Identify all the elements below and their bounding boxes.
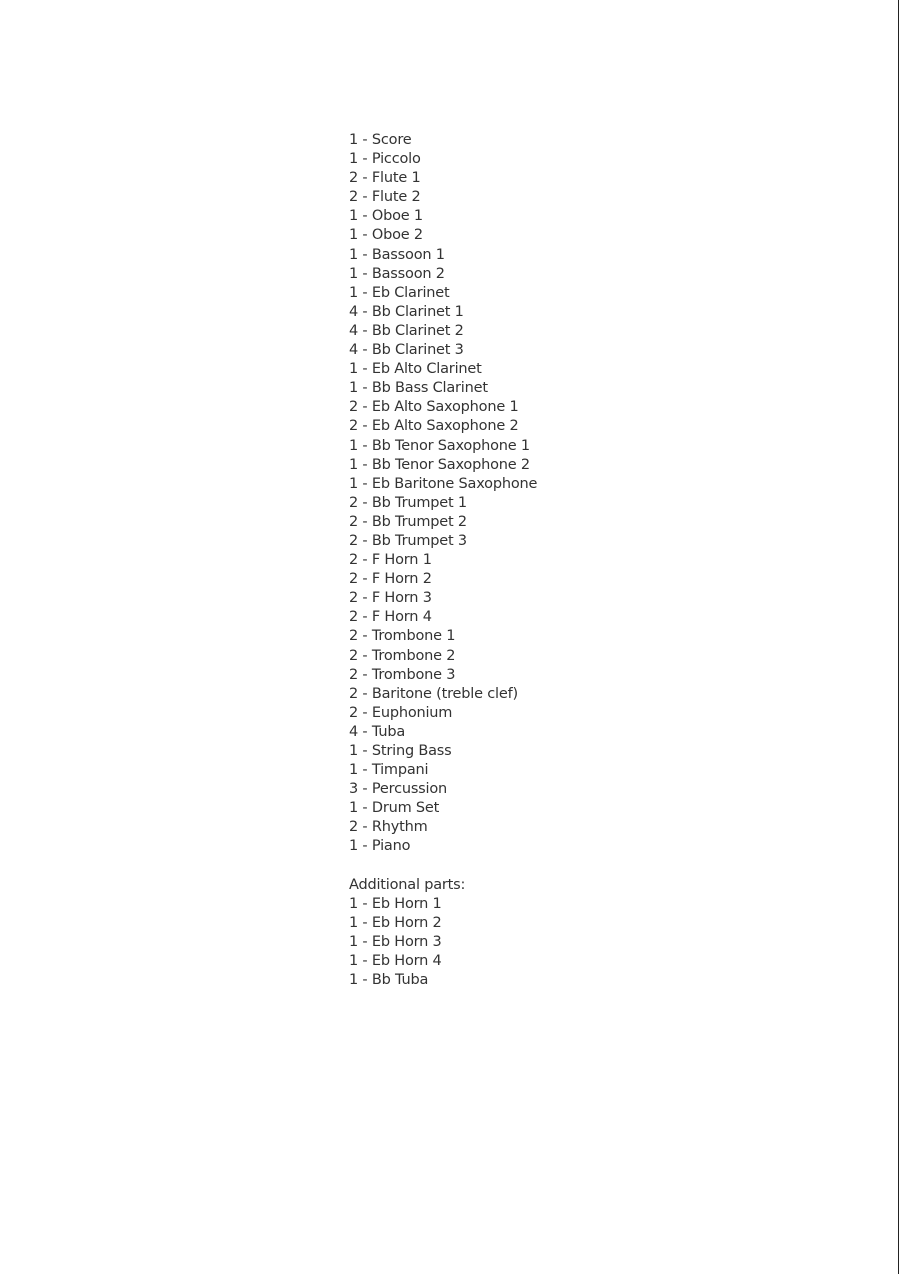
- part-line: 4 - Tuba: [349, 723, 406, 740]
- part-line: 1 - Eb Horn 3: [349, 933, 442, 950]
- part-line: 1 - Oboe 1: [349, 208, 423, 225]
- part-line: 1 - Bb Bass Clarinet: [349, 380, 488, 397]
- part-line: 1 - Eb Alto Clarinet: [349, 361, 482, 378]
- part-line: 1 - Drum Set: [349, 800, 440, 817]
- part-line: 1 - Eb Horn 2: [349, 914, 442, 931]
- part-line: 4 - Bb Clarinet 1: [349, 303, 464, 320]
- part-line: 2 - Baritone (treble clef): [349, 685, 518, 702]
- part-line: 2 - Bb Trumpet 1: [349, 494, 467, 511]
- additional-parts-list: [349, 895, 537, 990]
- part-line: 2 - Eb Alto Saxophone 2: [349, 418, 519, 435]
- instrumentation-list: [349, 131, 537, 990]
- part-line: 1 - Eb Clarinet: [349, 284, 450, 301]
- part-line: 1 - String Bass: [349, 743, 452, 759]
- part-line: 2 - F Horn 1: [349, 552, 432, 569]
- part-line: 1 - Bb Tenor Saxophone 1: [349, 437, 530, 454]
- part-line: 1 - Bb Tenor Saxophone 2: [349, 456, 530, 473]
- part-line: 1 - Piccolo: [349, 151, 421, 168]
- part-line: 2 - Euphonium: [349, 704, 453, 721]
- part-line: 4 - Bb Clarinet 2: [349, 322, 464, 339]
- part-line: 2 - Trombone 3: [349, 666, 456, 683]
- part-line: 2 - Rhythm: [349, 819, 428, 836]
- part-line: 1 - Oboe 2: [349, 227, 423, 244]
- part-line: 1 - Bassoon 1: [349, 246, 445, 263]
- part-line: 1 - Eb Horn 4: [349, 953, 442, 970]
- part-line: 2 - Bb Trumpet 3: [349, 532, 467, 549]
- part-line: 1 - Bb Tuba: [349, 972, 429, 989]
- part-line: 2 - Flute 1: [349, 170, 421, 187]
- list-spacer: [349, 857, 537, 876]
- part-line: 2 - Bb Trumpet 2: [349, 513, 467, 530]
- part-line: 4 - Bb Clarinet 3: [349, 342, 464, 359]
- part-line: 1 - Eb Baritone Saxophone: [349, 475, 538, 492]
- part-line: 1 - Piano: [349, 838, 411, 855]
- part-line: 2 - F Horn 4: [349, 609, 432, 626]
- additional-parts-heading: Additional parts:: [349, 876, 466, 893]
- part-line: 1 - Timpani: [349, 762, 429, 779]
- part-line: 2 - F Horn 2: [349, 571, 432, 588]
- part-line: 2 - Eb Alto Saxophone 1: [349, 399, 519, 416]
- part-line: 2 - Trombone 2: [349, 647, 456, 664]
- part-line: 1 - Eb Horn 1: [349, 895, 442, 912]
- part-line: 2 - Flute 2: [349, 189, 421, 206]
- part-line: 2 - Trombone 1: [349, 628, 456, 645]
- part-line: 2 - F Horn 3: [349, 590, 432, 607]
- part-line: 1 - Bassoon 2: [349, 265, 445, 282]
- part-line: 1 - Score: [349, 132, 412, 148]
- part-line: 3 - Percussion: [349, 781, 448, 798]
- main-parts-list: [349, 131, 537, 857]
